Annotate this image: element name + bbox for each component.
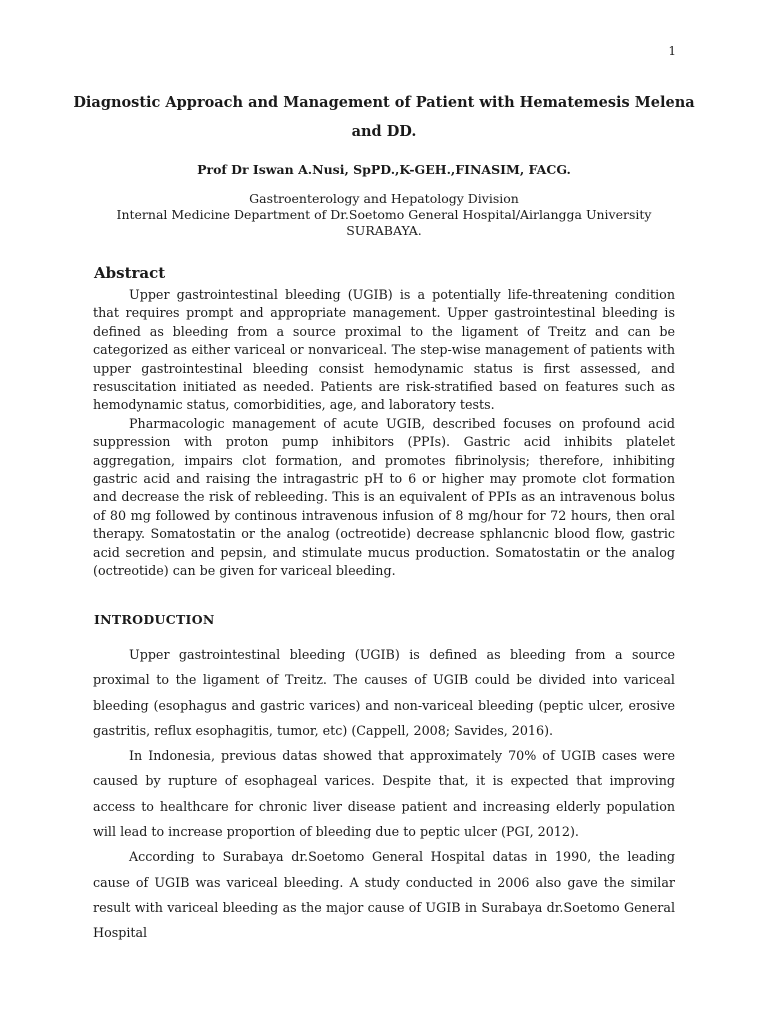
introduction-paragraph: In Indonesia, previous datas showed that approximately 70% of UGIB cases were caused by rupture of esophageal varices. Despite that, it is expected that improving access to healthcare for chronic liver disease patient and increasing elderly population will lead to increase proportion of bleeding due to peptic ulcer (PGI, 2012).	[93, 748, 675, 840]
introduction-paragraph: According to Surabaya dr.Soetomo General Hospital datas in 1990, the leading cause of UGIB was variceal bleeding. A study conducted in 2006 also gave the similar result with variceal bleeding as the major cause of UGIB in Surabaya dr.Soetomo General Hospital	[93, 849, 675, 941]
affiliation-city: SURABAYA.	[346, 223, 422, 238]
abstract-paragraph: Pharmacologic management of acute UGIB, described focuses on profound acid suppression with proton pump inhibitors (PPIs). Gastric acid inhibits platelet aggregation, impairs clot formation, and promotes fibrinolysis; therefore, inhibiting gastric acid and raising the intragastric pH to 6 or higher may promote clot formation and decrease the risk of rebleeding. This is an equivalent of PPIs as an intravenous bolus of 80 mg followed by continous intravenous infusion of 8 mg/hour for 72 hours, then oral therapy. Somatostatin or the analog (octreotide) decrease sphlancnic blood flow, gastric acid secretion and pepsin, and stimulate mucus production. Somatostatin or the analog (octreotide) can be given for variceal bleeding.	[93, 415, 675, 579]
page-number: 1	[668, 44, 676, 58]
abstract-body	[93, 286, 675, 581]
document-title: Diagnostic Approach and Management of Patient with Hematemesis Melena and DD.	[73, 94, 695, 140]
introduction-body	[93, 642, 675, 946]
affiliation-division: Gastroenterology and Hepatology Division	[249, 191, 519, 206]
affiliation-block	[0, 191, 768, 239]
author-line: Prof Dr Iswan A.Nusi, SpPD.,K-GEH.,FINASIM, FACG.	[197, 162, 571, 177]
abstract-heading: Abstract	[94, 264, 166, 282]
introduction-heading: INTRODUCTION	[94, 612, 215, 627]
affiliation-department: Internal Medicine Department of Dr.Soetomo General Hospital/Airlangga University	[116, 207, 652, 222]
abstract-paragraph: Upper gastrointestinal bleeding (UGIB) is a potentially life-threatening condition that requires prompt and appropriate management. Upper gastrointestinal bleeding is defined as bleeding from a source proximal to the ligament of Treitz and can be categorized as either variceal or nonvariceal. The step-wise management of patients with upper gastrointestinal bleeding consist hemodynamic status is first assessed, and resuscitation initiated as needed. Patients are risk-stratified based on features such as hemodynamic status, comorbidities, age, and laboratory tests.	[93, 287, 675, 413]
introduction-paragraph: Upper gastrointestinal bleeding (UGIB) is defined as bleeding from a source proximal to the ligament of Treitz. The causes of UGIB could be divided into variceal bleeding (esophagus and gastric varices) and non-variceal bleeding (peptic ulcer, erosive gastritis, reflux esophagitis, tumor, etc) (Cappell, 2008; Savides, 2016).	[93, 647, 675, 738]
